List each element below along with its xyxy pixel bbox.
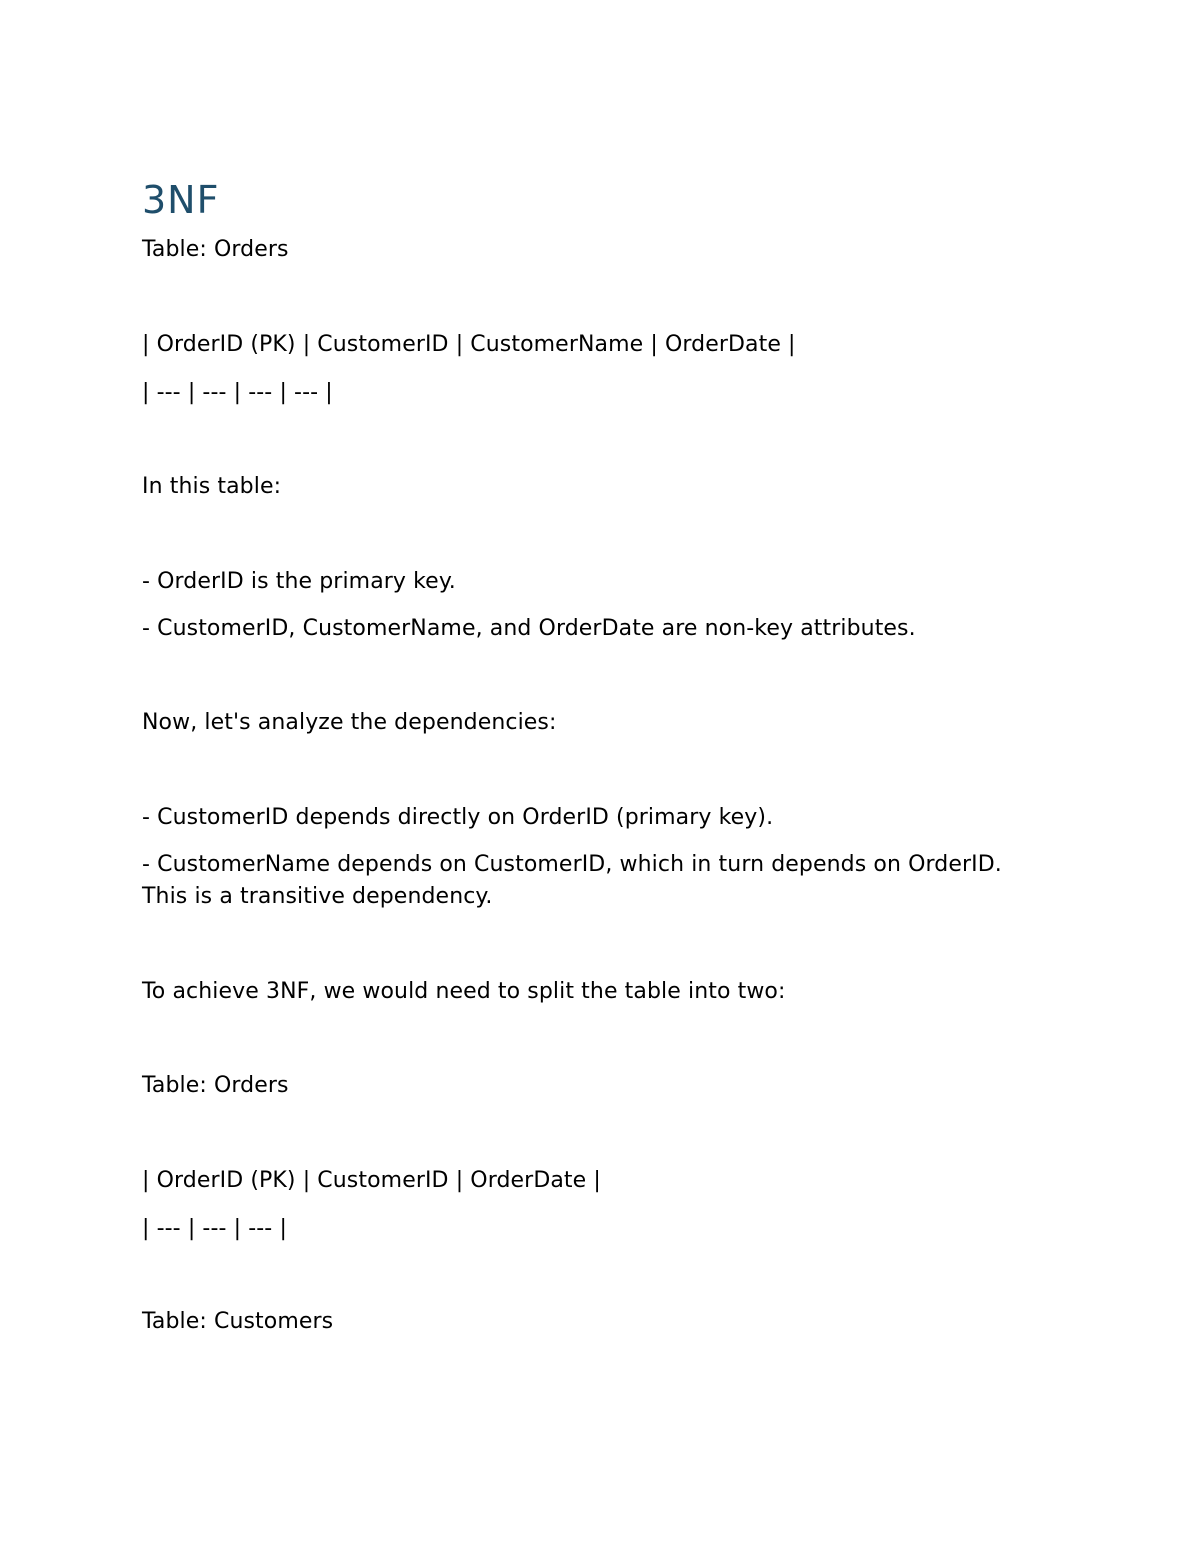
page-title: 3NF	[142, 178, 220, 222]
list-item: - CustomerName depends on CustomerID, which in turn depends on OrderID.	[142, 852, 1002, 877]
paragraph-analysis: Now, let's analyze the dependencies:	[142, 710, 557, 735]
list-item-continuation: This is a transitive dependency.	[142, 884, 493, 909]
paragraph-intro: In this table:	[142, 474, 282, 499]
list-item: - CustomerID, CustomerName, and OrderDate are non-key attributes.	[142, 616, 916, 641]
table-caption-orders: Table: Orders	[142, 237, 289, 262]
list-item: - CustomerID depends directly on OrderID (primary key).	[142, 805, 774, 830]
table-header-row: | OrderID (PK) | CustomerID | OrderDate |	[142, 1168, 601, 1193]
table-caption-orders: Table: Orders	[142, 1073, 289, 1098]
table-caption-customers: Table: Customers	[142, 1309, 334, 1334]
table-separator-row: | --- | --- | --- |	[142, 1216, 287, 1241]
table-header-row: | OrderID (PK) | CustomerID | CustomerName | OrderDate |	[142, 332, 796, 357]
table-separator-row: | --- | --- | --- | --- |	[142, 380, 333, 405]
list-item: - OrderID is the primary key.	[142, 569, 456, 594]
paragraph-achieve-3nf: To achieve 3NF, we would need to split the table into two:	[142, 979, 786, 1004]
